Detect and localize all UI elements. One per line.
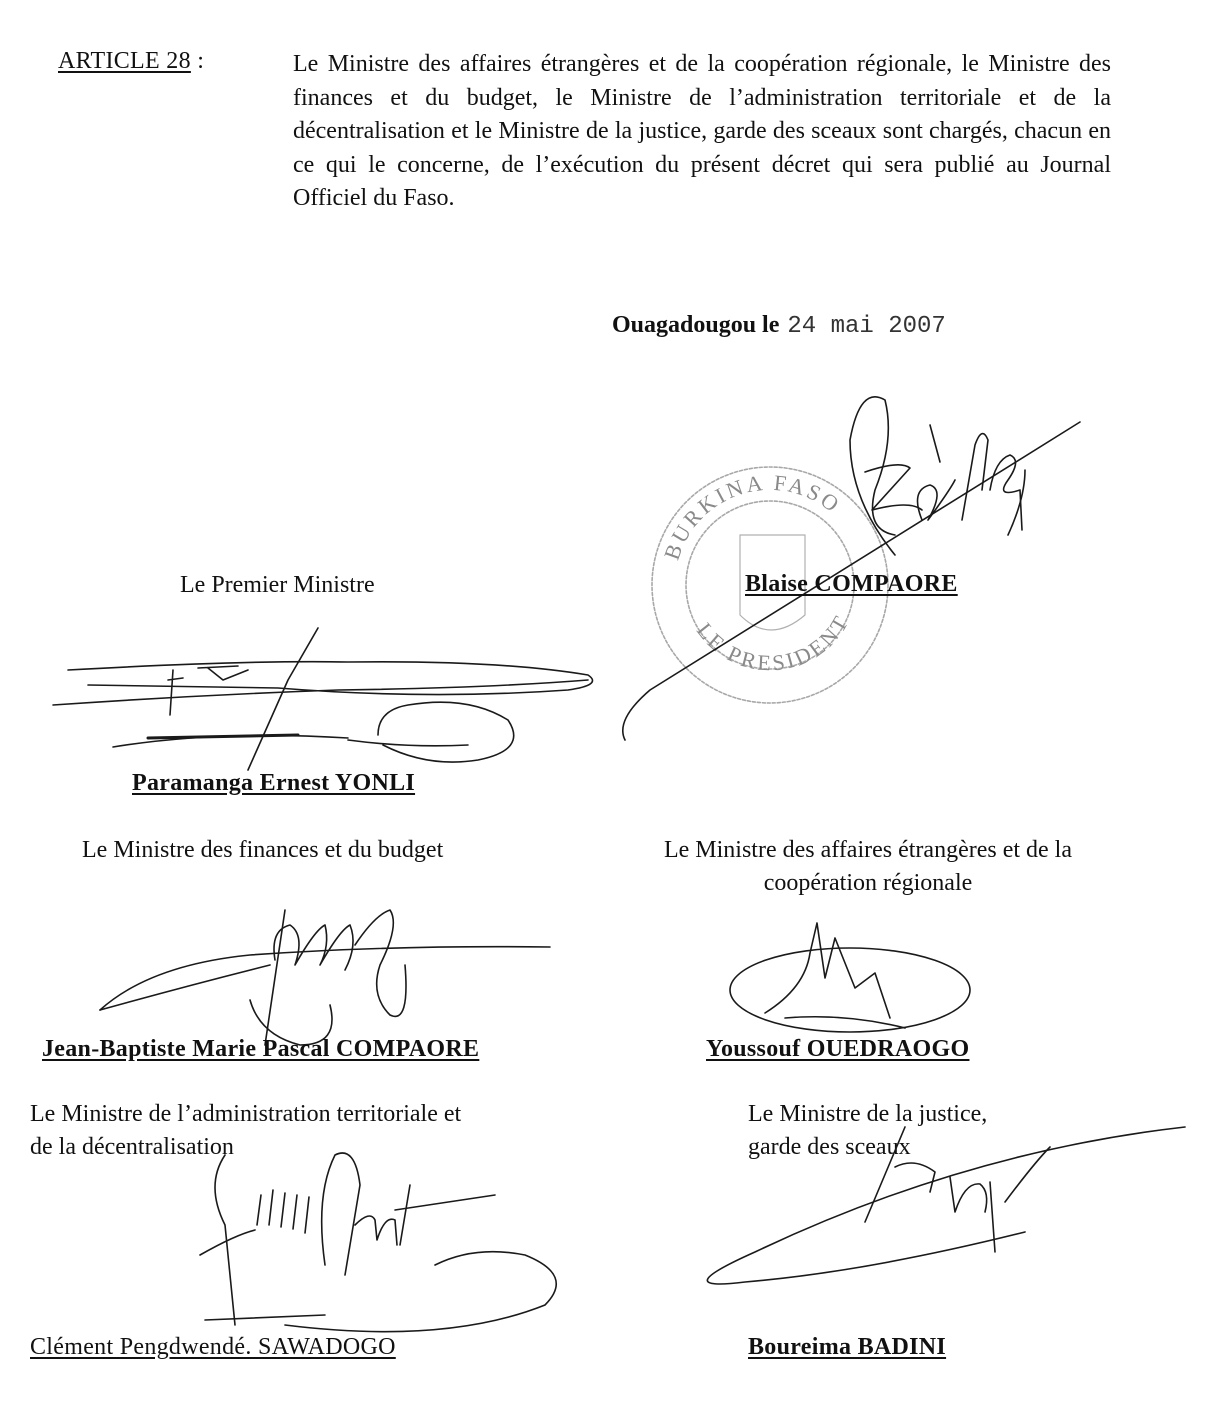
territorial-minister-name: Clément Pengdwendé. SAWADOGO xyxy=(30,1334,396,1360)
foreign-minister-title-line2: coopération régionale xyxy=(763,870,973,896)
article-text: Le Ministre des affaires étrangères et de la coopération régionale, le Ministre des finances et du budget, le Ministre de l’administration territoriale et de la décentralisation et le Ministre de la justice, garde des sceaux sont chargés, chacun en ce qui le concerne, de l’exécution du présent décret qui sera publié au Journal Officiel du Faso. xyxy=(293,51,1111,211)
territorial-minister-title-line2: de la décentralisation xyxy=(30,1134,234,1160)
foreign-minister-title xyxy=(618,834,1118,900)
article-heading xyxy=(58,48,204,75)
place-label: Ouagadougou le xyxy=(612,312,780,338)
foreign-minister-signature xyxy=(725,918,985,1048)
justice-minister-name: Boureima BADINI xyxy=(748,1334,947,1360)
foreign-minister-title-line1: Le Ministre des affaires étrangères et de la xyxy=(663,837,1073,863)
territorial-minister-signature xyxy=(195,1125,575,1355)
prime-minister-title: Le Premier Ministre xyxy=(180,572,375,598)
signing-date: 24 mai 2007 xyxy=(787,313,946,340)
justice-minister-title-line2: garde des sceaux xyxy=(748,1134,911,1160)
finance-minister-signature xyxy=(90,905,560,1055)
prime-minister-name: Paramanga Ernest YONLI xyxy=(132,770,416,796)
justice-minister-title-line1: Le Ministre de la justice, xyxy=(748,1101,988,1127)
prime-minister-signature xyxy=(48,620,608,790)
president-name: Blaise COMPAORE xyxy=(745,571,958,597)
territorial-minister-title-line1: Le Ministre de l’administration territoriale et xyxy=(30,1101,462,1127)
article-separator: : xyxy=(190,48,205,74)
foreign-minister-name: Youssouf OUEDRAOGO xyxy=(706,1036,970,1062)
article-number: ARTICLE 28 xyxy=(58,48,191,74)
seal-text-top: BURKINA FASO xyxy=(658,469,847,563)
president-signature xyxy=(610,380,1090,760)
finance-minister-name: Jean-Baptiste Marie Pascal COMPAORE xyxy=(42,1036,480,1062)
place-date-line xyxy=(612,312,946,340)
finance-minister-title: Le Ministre des finances et du budget xyxy=(82,837,444,863)
justice-minister-signature xyxy=(665,1122,1185,1302)
seal-text-bottom: LE PRESIDENT xyxy=(691,609,855,676)
